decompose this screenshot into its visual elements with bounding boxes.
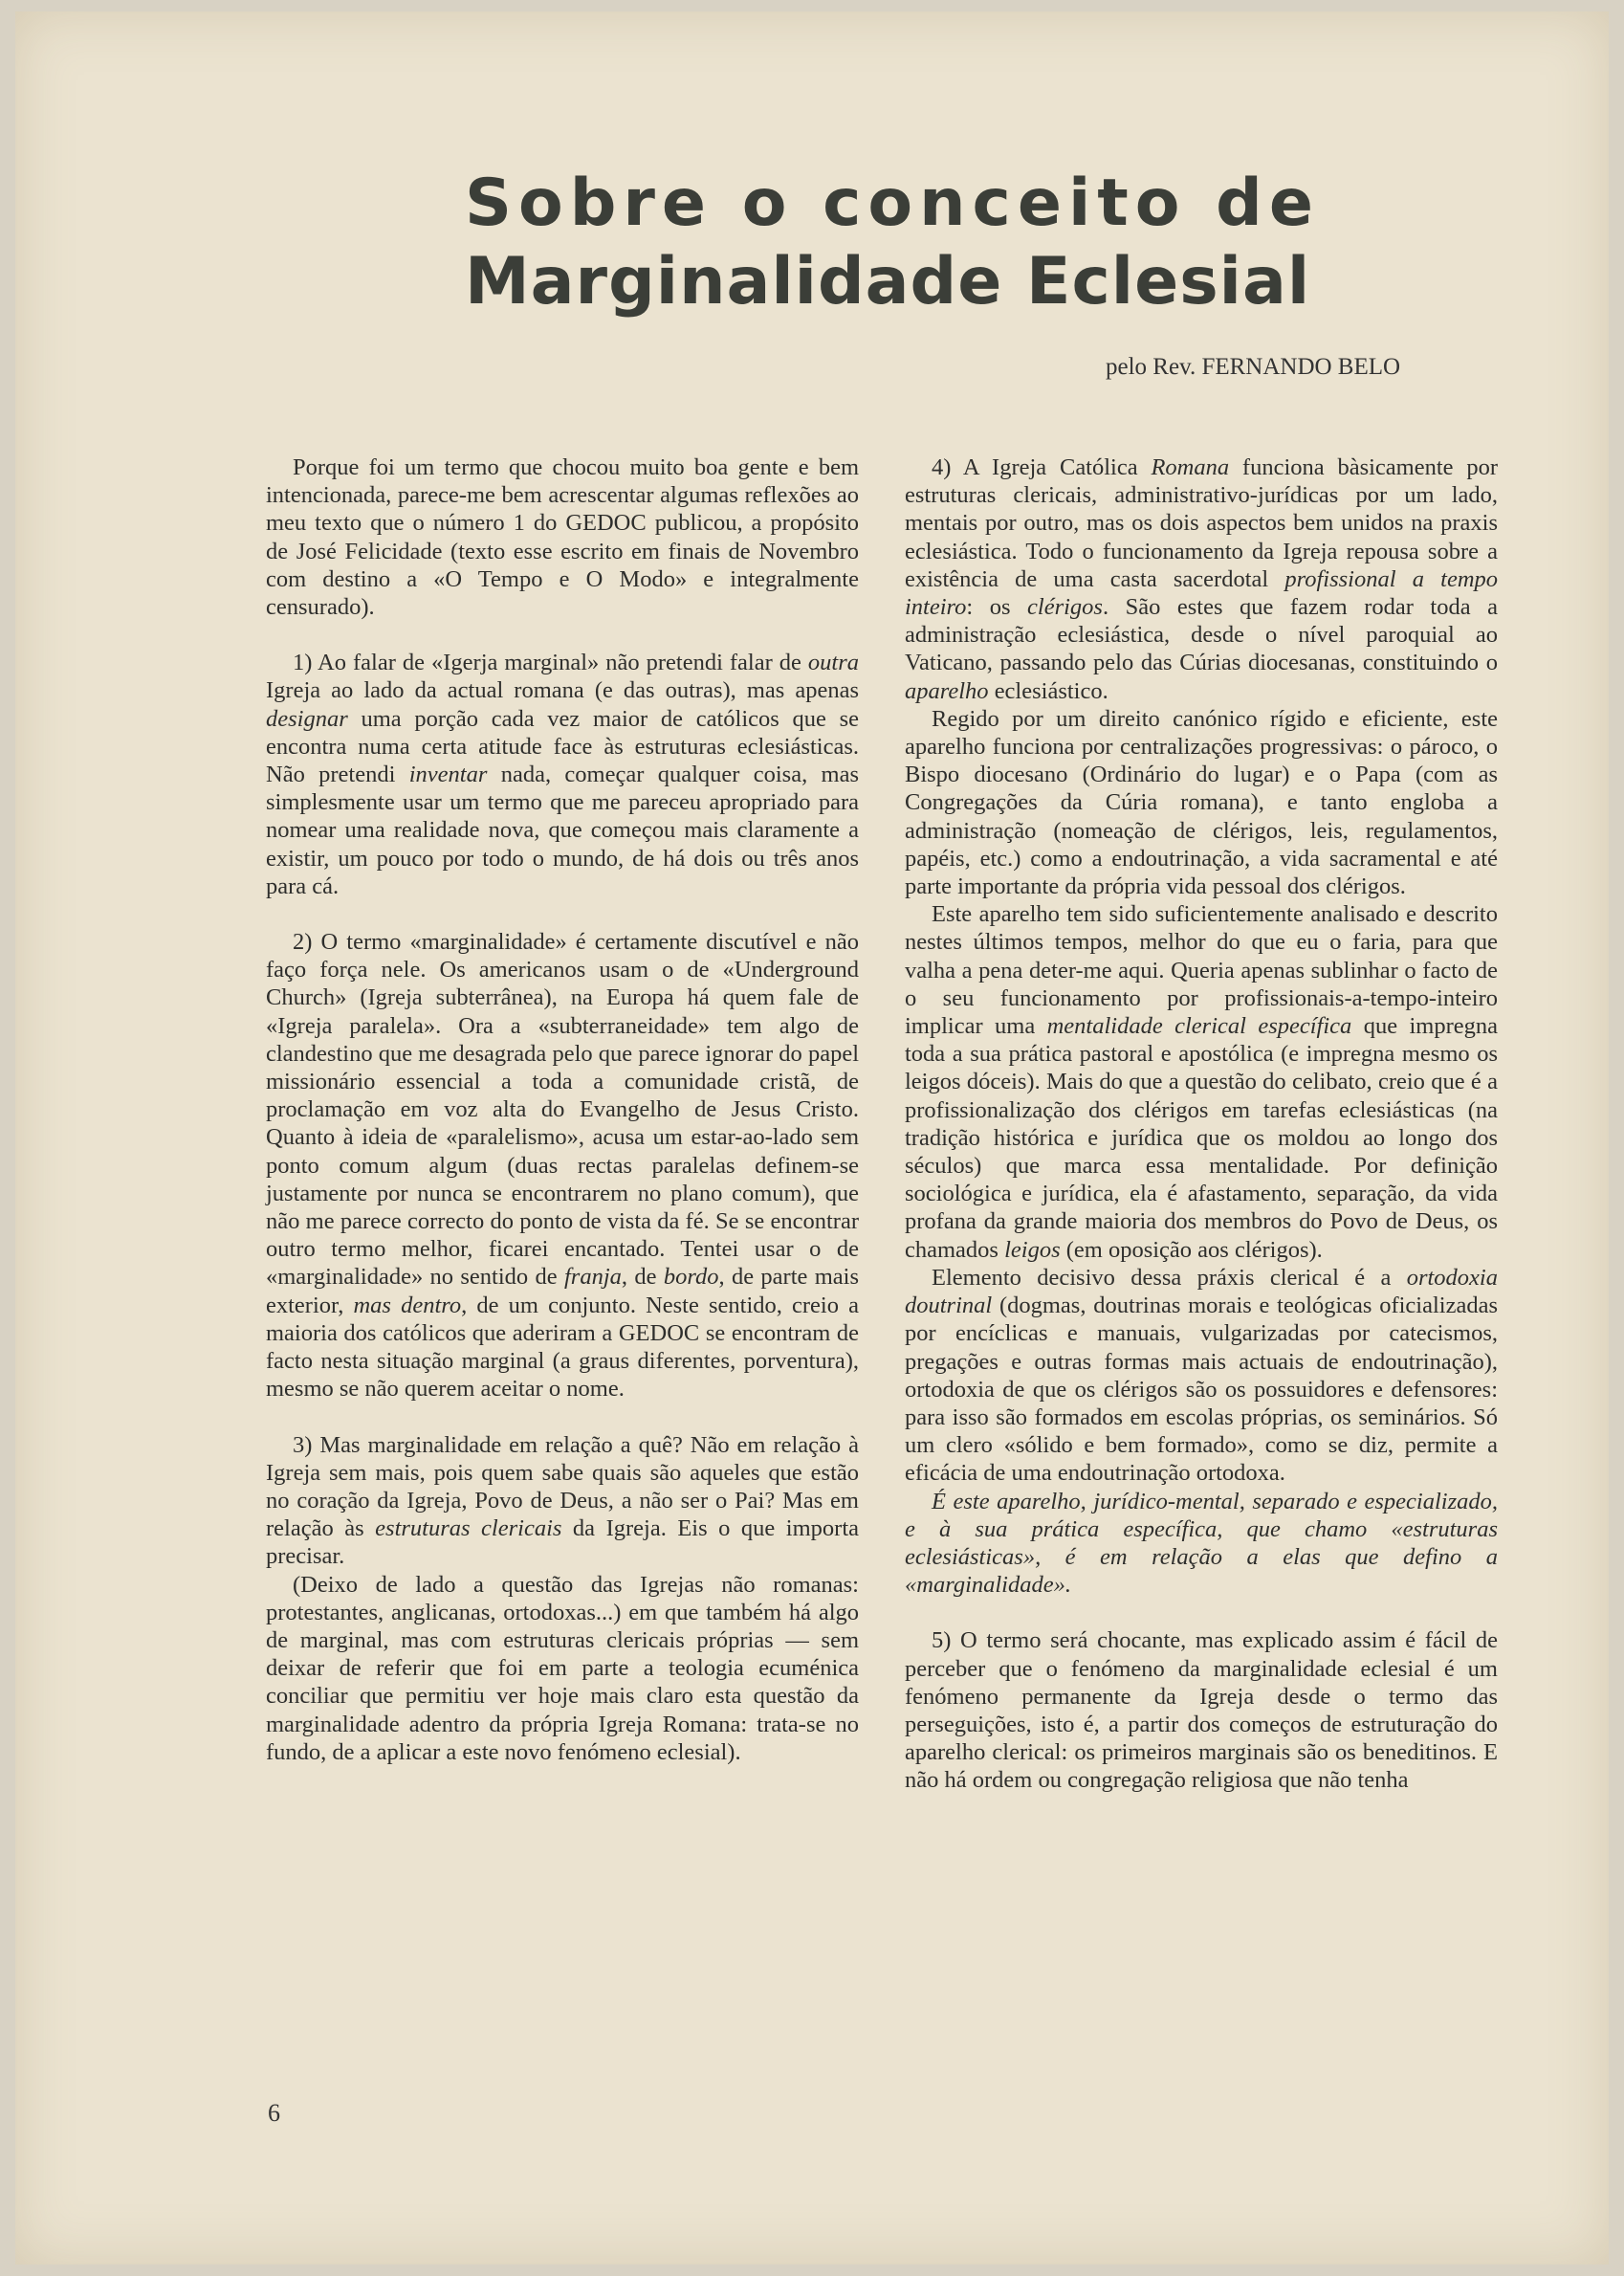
right-column [905,453,1498,1795]
section-4-paragraph-4: Elemento decisivo dessa práxis clerical é a ortodoxia doutrinal (dogmas, doutrinas morais e teológicas oficializadas por encíclicas e manuais, vulgarizadas por catecismos, pregações e outras formas mais actuais de endoutrinação), ortodoxia de que os clérigos são os possuidores e defensores: para isso são formados em escolas próprias, os seminários. Só um clero «sólido e bem formado», como se diz, permite a eficácia de uma endoutrinação ortodoxa. [905,1264,1498,1487]
section-4-italic-definition: É este aparelho, jurídico-mental, separado e especializado, e à sua prática específica, que chamo «estruturas eclesiásticas», é em relação a elas que defino a «marginalidade». [905,1488,1498,1599]
left-column [266,453,859,1766]
title-line-1: Sobre o conceito de [465,166,1320,241]
article-title [465,165,1421,321]
section-3-parenthetical-paragraph: (Deixo de lado a questão das Igrejas não romanas: protestantes, anglicanas, ortodoxas...) em que também há algo de marginal, mas com estruturas clericais próprias — sem deixar de referir que foi em parte a teologia ecuménica conciliar que permitiu ver hoje mais claro esta questão da marginalidade adentro da própria Igreja Romana: trata-se no fundo, de a aplicar a este novo fenómeno eclesial). [266,1571,859,1765]
intro-paragraph: Porque foi um termo que chocou muito boa gente e bem intencionada, parece-me bem acrescentar algumas reflexões ao meu texto que o número 1 do GEDOC publicou, a propósito de José Felicidade (texto esse escrito em finais de Novembro com destino a «O Tempo e O Modo» e integralmente censurado). [266,454,859,621]
section-2-paragraph: 2) O termo «marginalidade» é certamente discutível e não faço força nele. Os americanos usam o de «Underground Church» (Igreja subterrânea), na Europa há quem fale de «Igreja paralela». Ora a «subterraneidade» tem algo de clandestino que me desagrada pelo que parece ignorar do papel missionário essencial a toda a comunidade cristã, de proclamação em voz alta do Evangelho de Jesus Cristo. Quanto à ideia de «paralelismo», acusa um estar-ao-lado sem ponto comum algum (duas rectas paralelas definem-se justamente por nunca se encontrarem no plano comum), que não me parece correcto do ponto de vista da fé. Se se encontrar outro termo melhor, ficarei encantado. Tentei usar o de «marginalidade» no sentido de franja, de bordo, de parte mais exterior, mas dentro, de um conjunto. Neste sentido, creio a maioria dos católicos que aderiram a GEDOC se encontram de facto nesta situação marginal (a graus diferentes, porventura), mesmo se não querem aceitar o nome. [266,929,860,1403]
section-3-paragraph: 3) Mas marginalidade em relação a quê? Não em relação à Igreja sem mais, pois quem sabe quais são aqueles que estão no coração da Igreja, Povo de Deus, a não ser o Pai? Mas em relação às estruturas clericais da Igreja. Eis o que importa precisar. [266,1431,860,1570]
page [15,11,1609,2265]
section-5-paragraph: 5) O termo será chocante, mas explicado assim é fácil de perceber que o fenómeno da marginalidade eclesial é um fenómeno permanente da Igreja desde o termo das perseguições, isto é, a partir dos começos de estruturação do aparelho clerical: os primeiros marginais são os beneditinos. E não há ordem ou congregação religiosa que não tenha [905,1627,1498,1794]
section-4-paragraph: 4) A Igreja Católica Romana funciona bàsicamente por estruturas clericais, administrativo-jurídicas por um lado, mentais por outro, mas os dois aspectos bem unidos na praxis eclesiástica. Todo o funcionamento da Igreja repousa sobre a existência de uma casta sacerdotal profissional a tempo inteiro: os clérigos. São estes que fazem rodar toda a administração eclesiástica, desde o nível paroquial ao Vaticano, passando pelo das Cúrias diocesanas, constituindo o aparelho eclesiástico. [905,454,1499,704]
section-4-paragraph-3: Este aparelho tem sido suficientemente analisado e descrito nestes últimos tempos, melhor do que eu o faria, para que valha a pena deter-me aqui. Queria apenas sublinhar o facto de o seu funcionamento por profissionais-a-tempo-inteiro implicar uma mentalidade clerical específica que impregna toda a sua prática pastoral e apostólica (e impregna mesmo os leigos dóceis). Mais do que a questão do celibato, creio que é a profissionalização dos clérigos em tarefas eclesiásticas (na tradição histórica e jurídica que os moldou ao longo dos séculos) que marca essa mentalidade. Por definição sociológica e jurídica, ela é afastamento, separação, da vida profana da grande maioria dos membros do Povo de Deus, os chamados leigos (em oposição aos clérigos). [905,901,1498,1263]
section-1-paragraph: 1) Ao falar de «Igerja marginal» não pretendi falar de outra Igreja ao lado da actual romana (e das outras), mas apenas designar uma porção cada vez maior de católicos que se encontra numa certa atitude face às estruturas eclesiásticas. Não pretendi inventar nada, começar qualquer coisa, mas simplesmente usar um termo que me pareceu apropriado para nomear uma realidade nova, que começou mais claramente a existir, um pouco por todo o mundo, de há dois ou três anos para cá. [266,650,860,899]
page-number: 6 [268,2099,280,2127]
title-line-2: Marginalidade Eclesial [465,244,1311,320]
section-4-paragraph-2: Regido por um direito canónico rígido e eficiente, este aparelho funciona por centralizações progressivas: o pároco, o Bispo diocesano (Ordinário do lugar) e o Papa (com as Congregações da Cúria romana), e tanto engloba a administração (nomeação de clérigos, leis, regulamentos, papéis, etc.) como a endoutrinação, a vida sacramental e até parte importante da própria vida pessoal dos clérigos. [905,705,1498,900]
byline: pelo Rev. FERNANDO BELO [1106,354,1401,380]
